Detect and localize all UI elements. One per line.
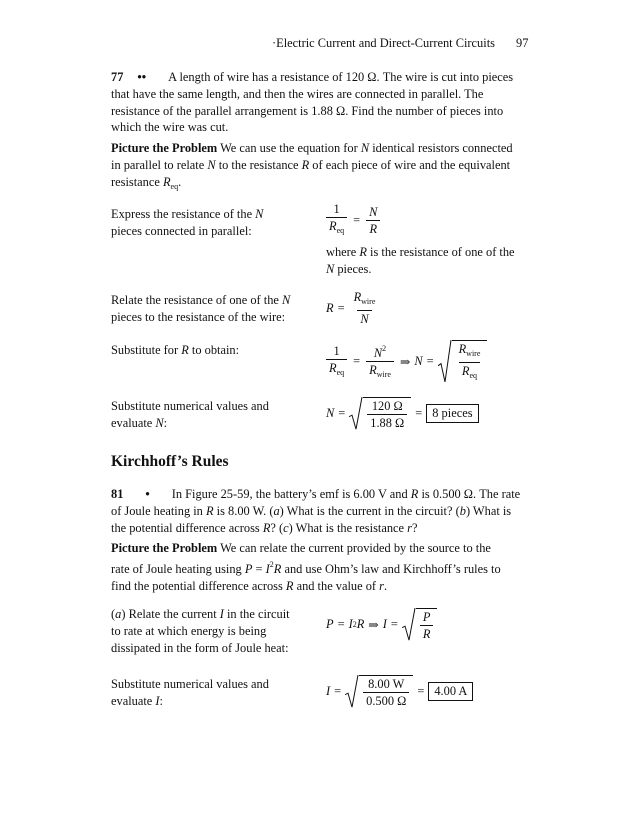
equation-3	[324, 340, 487, 383]
equals-sign: =	[338, 406, 346, 420]
equals-sign: =	[426, 354, 434, 368]
implies-arrow: ⇒	[399, 354, 411, 369]
numerator: $R_{wire}$	[353, 290, 376, 306]
fraction	[366, 205, 380, 236]
ptp-text: .	[178, 174, 182, 189]
problem-77-statement	[111, 69, 551, 136]
implies-arrow: ⇒	[368, 617, 379, 632]
symbol-N: N	[282, 293, 291, 307]
fraction: $\frac{1}{R_{eq}}$	[326, 344, 347, 380]
step-1-text	[111, 206, 263, 240]
square-root: $\frac{P}{R}$	[402, 608, 438, 641]
symbol-N: N	[414, 354, 423, 368]
denominator: R	[366, 220, 380, 236]
problem-text: that have the same length, and then the wires are connected in parallel. The	[111, 86, 484, 101]
difficulty-dots: ••	[137, 70, 147, 84]
step-3-text: Substitute for R to obtain:	[111, 343, 240, 357]
equals-sign: =	[353, 354, 361, 368]
answer-box: 4.00 A	[428, 682, 473, 701]
equation-1-note: where R is the resistance of one of the N pieces.	[326, 245, 515, 276]
fraction	[326, 202, 347, 238]
step-4-text: Substitute numerical values and evaluate N:	[111, 399, 269, 430]
radical-sign-icon	[402, 608, 416, 641]
square-root: $\frac{8.00 W}{0.500 \Omega}$	[345, 675, 413, 708]
ptp-text: in parallel to relate	[111, 157, 208, 172]
answer-box: 8 pieces	[426, 404, 478, 423]
problem-number: 77	[111, 70, 124, 84]
problem-number: 81	[111, 487, 124, 501]
header-mark: ·	[272, 36, 277, 50]
symbol-R: R	[162, 174, 171, 189]
equation-b: I = $\frac{8.00 W}{0.500 \Omega}$ = 4.00 A	[326, 675, 473, 708]
equals-sign: =	[415, 406, 423, 420]
step-text: Express the resistance of the	[111, 207, 256, 221]
step-a-text: (a) Relate the current I in the circuit to rate at which energy is being dissipated in the form of Joule heat:	[111, 607, 290, 655]
problem-81-statement: 81 • In Figure 25-59, the battery’s emf is 6.00 V and R is 0.500 Ω. The rate of Joule heating in R is 8.00 W. (a) What is the current in the circuit? (b) What is the potential difference across R? (c) What is the resistance r?	[111, 487, 521, 535]
problem-text: A length of wire has a resistance of 120 Ω. The wire is cut into pieces	[168, 70, 514, 84]
ptp-text: to the resistance	[215, 157, 302, 172]
equation-1	[324, 202, 382, 238]
numerator: 1	[333, 202, 340, 216]
problem-text: resistance of the parallel arrangement is 1.88 Ω. Find the number of pieces into	[111, 103, 504, 118]
subscript: eq	[170, 181, 179, 191]
symbol-N: N	[207, 157, 216, 172]
picture-the-problem-81: Picture the Problem We can relate the current provided by the source to the rate of Joule heating using $P = I^2R$ and use Ohm’s law and Kirchhoff’s rules to find the potential difference across R and the value of r.	[111, 541, 501, 593]
equation-4	[326, 397, 479, 430]
ptp-label: Picture the Problem	[111, 541, 218, 555]
denominator: $R_{eq}$	[326, 217, 347, 238]
ptp-text: resistance	[111, 174, 163, 189]
step-text: pieces to the resistance of the wire:	[111, 309, 286, 324]
ptp-label: Picture the Problem	[111, 141, 218, 155]
equals-sign: =	[353, 212, 361, 227]
ptp-text: We can use the equation for	[217, 141, 361, 155]
running-title: Electric Current and Direct-Current Circuits	[276, 36, 495, 50]
radical-sign-icon	[345, 675, 359, 708]
difficulty-dots: •	[145, 487, 150, 501]
page-number: 97	[516, 36, 529, 50]
step-text: Relate the resistance of one of the	[111, 293, 282, 307]
step-text: pieces connected in parallel:	[111, 223, 252, 238]
ptp-text: identical resistors connected	[369, 141, 513, 155]
problem-text: which the wire was cut.	[111, 120, 229, 135]
symbol-N: N	[360, 141, 370, 155]
ptp-text: of each piece of wire and the equivalent	[309, 157, 511, 172]
symbol-R: R	[301, 157, 310, 172]
equals-sign: =	[337, 300, 345, 315]
symbol-N: N	[255, 207, 264, 221]
step-2-text	[111, 292, 290, 326]
section-heading: Kirchhoff’s Rules	[111, 453, 229, 470]
equation-a: P = I 2 R ⇒ I = $\frac{P}{R}$	[326, 608, 437, 641]
symbol-R: R	[326, 300, 334, 315]
fraction: $\frac{N^2}{R_{wire}}$	[366, 342, 394, 382]
radical-sign-icon	[438, 340, 452, 383]
square-root: $\frac{R_{wire}}{R_{eq}}$	[438, 340, 488, 383]
fraction	[351, 290, 379, 326]
radical-sign-icon	[349, 397, 363, 430]
denominator: N	[357, 310, 371, 326]
symbol-N: N	[326, 406, 335, 420]
numerator: N	[369, 204, 378, 219]
equation-2	[326, 290, 380, 326]
square-root: $\frac{120 \Omega}{1.88 \Omega}$	[349, 397, 411, 430]
step-b-text: Substitute numerical values and evaluate I:	[111, 677, 269, 708]
picture-the-problem-77	[111, 140, 551, 195]
page-header	[272, 36, 495, 51]
